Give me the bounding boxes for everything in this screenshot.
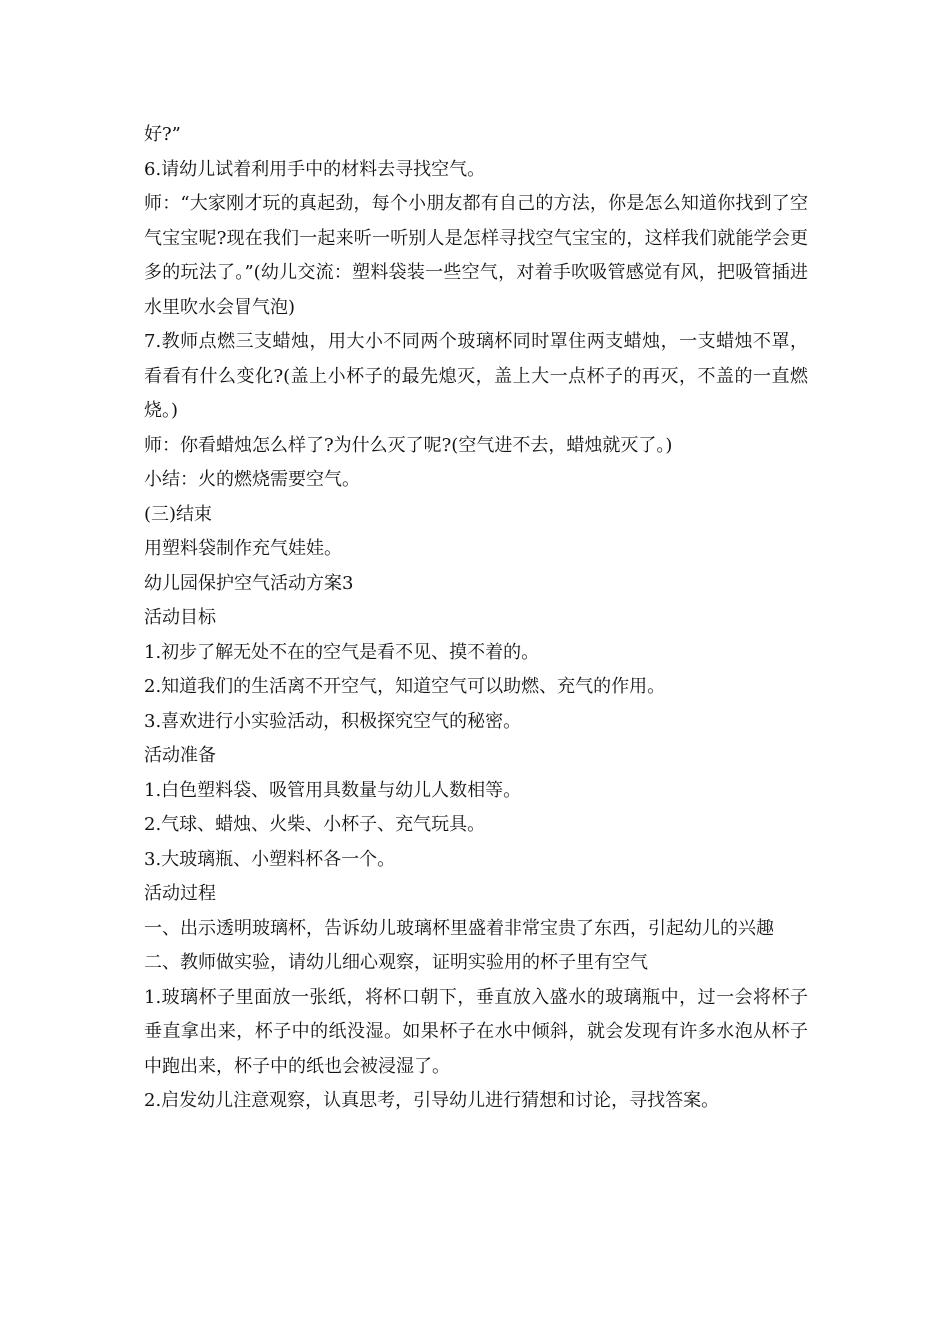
preparation-item-3: 3.大玻璃瓶、小塑料杯各一个。 <box>144 848 396 870</box>
process-step-one: 一、出示透明玻璃杯，告诉幼儿玻璃杯里盛着非常宝贵了东西，引起幼儿的兴趣 <box>144 917 774 939</box>
paragraph-teacher-speech: 师：“大家刚才玩的真起劲，每个小朋友都有自己的方法，你是怎么知道你找到了空气宝宝呢?现在我们一起来听一听别人是怎样寻找空气宝宝的，这样我们就能学会更多的玩法了。”(幼儿交流：塑料袋装一些空气，对着手吹吸管感觉有风，把吸管插进水里吹水会冒气泡) <box>144 193 808 318</box>
process-step-two: 二、教师做实验，请幼儿细心观察，证明实验用的杯子里有空气 <box>144 952 648 973</box>
goal-item-1: 1.初步了解无处不在的空气是看不见、摸不着的。 <box>144 641 540 663</box>
goal-item-2: 2.知道我们的生活离不开空气，知道空气可以助燃、充气的作用。 <box>144 676 666 697</box>
process-substep-2: 2.启发幼儿注意观察，认真思考，引导幼儿进行猜想和讨论，寻找答案。 <box>144 1090 720 1111</box>
preparation-item-2: 2.气球、蜡烛、火柴、小杯子、充气玩具。 <box>144 814 486 835</box>
paragraph-teacher-question: 师：你看蜡烛怎么样了?为什么灭了呢?(空气进不去，蜡烛就灭了。) <box>144 434 673 456</box>
plan-title: 幼儿园保护空气活动方案3 <box>144 572 354 594</box>
document-body <box>144 118 808 1119</box>
paragraph-step-6: 6.请幼儿试着利用手中的材料去寻找空气。 <box>144 158 486 180</box>
paragraph-continuation: 好?” <box>144 124 181 145</box>
paragraph-step-7: 7.教师点燃三支蜡烛，用大小不同两个玻璃杯同时罩住两支蜡烛，一支蜡烛不罩，看看有什么变化?(盖上小杯子的最先熄灭，盖上大一点杯子的再灭，不盖的一直燃烧。) <box>144 331 808 421</box>
preparation-item-1: 1.白色塑料袋、吸管用具数量与幼儿人数相等。 <box>144 779 522 801</box>
section-heading-process: 活动过程 <box>144 883 216 904</box>
process-substep-1: 1.玻璃杯子里面放一张纸，将杯口朝下，垂直放入盛水的玻璃瓶中，过一会将杯子垂直拿出来，杯子中的纸没湿。如果杯子在水中倾斜，就会发现有许多水泡从杯子中跑出来，杯子中的纸也会被浸湿了。 <box>144 986 808 1077</box>
paragraph-summary: 小结：火的燃烧需要空气。 <box>144 469 360 490</box>
section-heading-preparation: 活动准备 <box>144 745 216 766</box>
section-heading-goals: 活动目标 <box>144 607 216 628</box>
goal-item-3: 3.喜欢进行小实验活动，积极探究空气的秘密。 <box>144 710 522 732</box>
paragraph-ending-activity: 用塑料袋制作充气娃娃。 <box>144 538 342 559</box>
section-heading-ending: (三)结束 <box>144 503 213 525</box>
